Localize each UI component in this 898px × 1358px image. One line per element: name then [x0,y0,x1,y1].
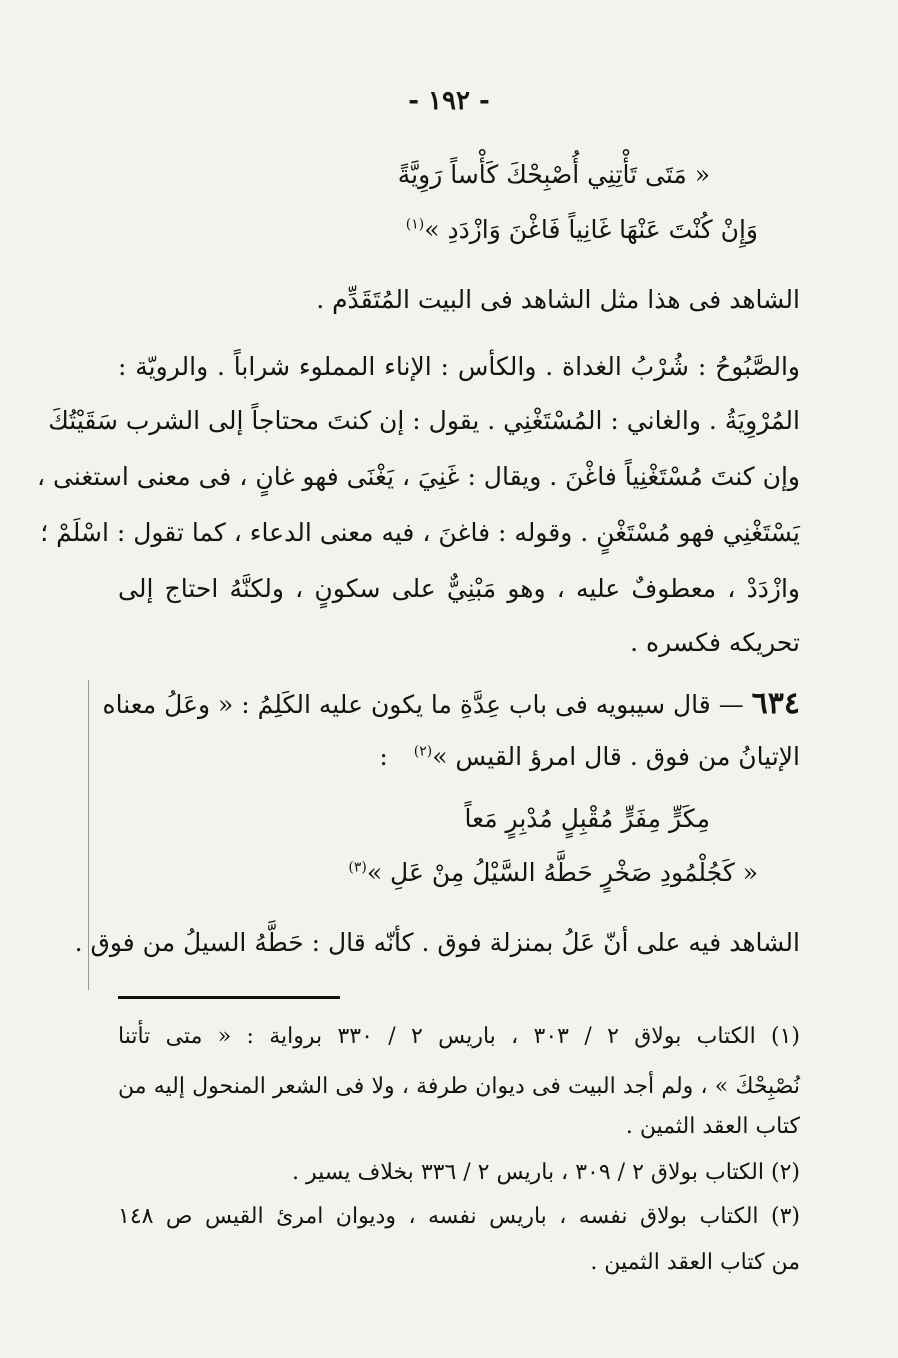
note-ref-3: (٣) [348,859,367,876]
para2-line3: وإن كنتَ مُسْتَغْنِياً فاغْنَ . ويقال : غَنِيَ ، يَغْنَى فهو غانٍ ، فى معنى استغنى ، [36,462,800,491]
footnote-rule [118,996,340,999]
paragraph-3: الشاهد فيه على أنّ عَلُ بمنزلة فوق . كأنّه قال : حَطَّهُ السيلُ من فوق . [74,928,800,957]
footnote-1-line3: كتاب العقد الثمين . [625,1114,800,1139]
footnote-2: (٢) الكتاب بولاق ٢ / ٣٠٩ ، باريس ٢ / ٣٣٦ بخلاف يسير . [292,1160,800,1185]
note-ref-2: (٢) [413,743,433,760]
verse1-line1: « مَتَى تَأْتِنِي أُصْبِحْكَ كَأْساً رَوِيَّةً [397,160,710,189]
footnote-3-line2: من كتاب العقد الثمين . [590,1250,800,1275]
verse1-line2 [406,215,758,244]
para2-line6: تحريكه فكسره . [630,628,800,657]
verse2-line2-text: « كَجُلْمُودِ صَخْرٍ حَطَّهُ السَّيْلُ مِنْ عَلِ » [366,858,758,887]
paragraph-1: الشاهد فى هذا مثل الشاهد فى البيت المُتَقَدِّم . [316,285,800,314]
para2-line1: والصَّبُوحُ : شُرْبُ الغداة . والكأس : الإناء المملوء شراباً . والرويّة : [118,352,800,381]
entry-colon: : [379,742,388,771]
para2-line4: يَسْتَغْنِي فهو مُسْتَغْنٍ . وقوله : فاغنَ ، فيه معنى الدعاء ، كما تقول : اسْلَمْ ؛ [40,518,800,547]
verse1-line2-text: وَإِنْ كُنْتَ عَنْهَا غَانِياً فَاغْنَ وَازْدَدِ » [424,215,758,244]
footnote-1-line2: نُصْبِحْكَ » ، ولم أجد البيت فى ديوان طرفة ، ولا فى الشعر المنحول إليه من [118,1074,800,1099]
entry-line2-text: الإتيانُ من فوق . قال امرؤ القيس » [432,742,800,771]
footnote-3-line1: (٣) الكتاب بولاق نفسه ، باريس نفسه ، وديوان امرئ القيس ص ١٤٨ [118,1204,800,1229]
page-number: - ١٩٢ - [408,86,490,116]
verse2-line1: مِكَرٍّ مِفَرٍّ مُقْبِلٍ مُدْبِرٍ مَعاً [464,804,710,833]
footnote-1-line1: (١) الكتاب بولاق ٢ / ٣٠٣ ، باريس ٢ / ٣٣٠ برواية : « متى تأتنا [118,1024,801,1049]
entry-line1 [102,686,800,721]
entry-line2 [379,742,800,771]
entry-line1-text: — قال سيبويه فى باب عِدَّةِ ما يكون عليه الكَلِمُ : « وعَلُ معناه [102,690,744,719]
entry-number: ٦٣٤ [751,686,800,721]
note-ref-1: (١) [405,216,425,233]
para2-line2: المُرْوِيَةُ . والغاني : المُسْتَغْنِي . يقول : إن كنتَ محتاجاً إلى الشرب سَقَيْتُكَ [48,406,800,435]
para2-line5: وازْدَدْ ، معطوفٌ عليه ، وهو مَبْنِيٌّ على سكونٍ ، ولكنَّهُ احتاج إلى [118,574,800,603]
verse2-line2 [348,858,758,887]
